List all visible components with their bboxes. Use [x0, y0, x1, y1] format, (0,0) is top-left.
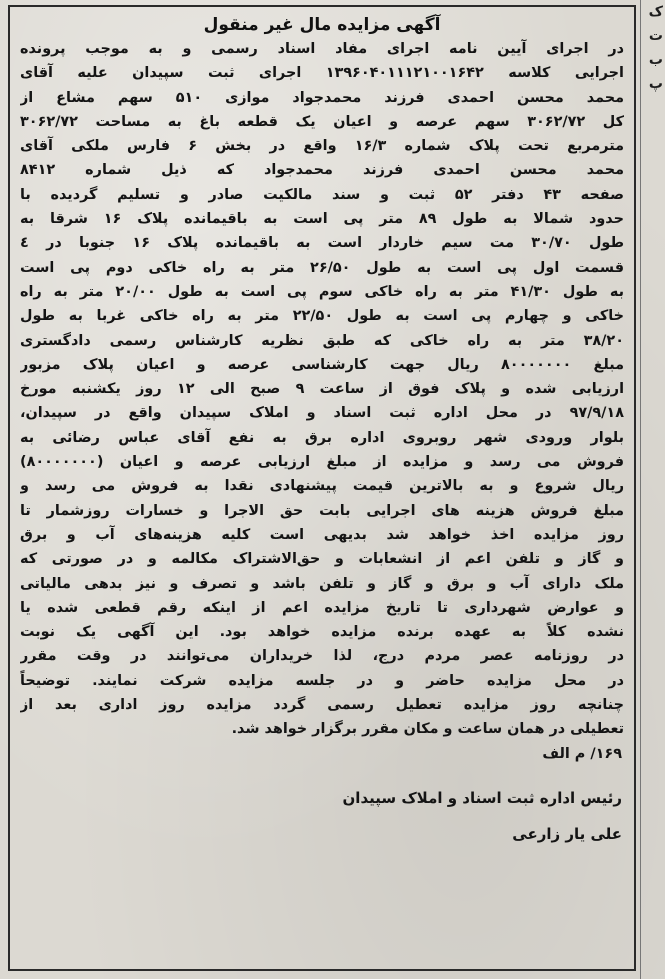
signatory-name: علی یار زارعی: [512, 824, 622, 843]
side-strip-char: پ: [648, 76, 663, 92]
notice-text-line: مبلغ ۸۰۰۰۰۰۰۰ ریال جهت کارشناسی عرصه و اعیان پلاک مزبور: [20, 356, 624, 373]
notice-text-line: قسمت اول پی است به طول ۲۶/۵۰ متر به راه خاکی دوم پی است: [20, 259, 624, 276]
notice-text-line: در محل مزایده حاضر و در جلسه مزایده شرکت نمایند. توضیحاً: [20, 672, 624, 689]
notice-text-line: ملک دارای آب و برق و گاز و تلفن باشد و تصرف و نیز بدهی مالیاتی: [20, 575, 624, 592]
notice-text-line: صفحه ۴۳ دفتر ۵۲ ثبت و سند مالکیت صادر و تسلیم گردیده با: [20, 186, 624, 203]
auction-notice-box: [8, 5, 636, 971]
notice-text-line: ارزیابی شده و پلاک فوق از ساعت ۹ صبح الی ۱۲ روز یکشنبه مورخ: [20, 381, 624, 398]
signatory-office: رئیس اداره ثبت اسناد و املاک سپیدان: [342, 788, 622, 807]
notice-body: [10, 37, 634, 742]
notice-text-line: تعطیلی در همان ساعت و مکان مقرر برگزار خواهد شد.: [231, 721, 624, 738]
notice-text-line: فروش می رسد و مزایده از مبلغ ارزیابی عرصه و اعیان (۸۰۰۰۰۰۰۰): [20, 454, 624, 471]
side-strip-char: ب: [648, 52, 663, 68]
notice-text-line: نشده کلاً به عهده برنده مزایده خواهد بود. این آگهی یک نوبت: [20, 624, 624, 641]
side-strip-char: ت: [648, 28, 663, 44]
notice-text-line: و عوارض شهرداری تا تاریخ مزایده اعم از اینکه رقم قطعی شده یا: [20, 599, 624, 616]
notice-text-line: مترمربع تحت پلاک شماره ۱۶/۳ واقع در بخش ۶ فارس ملکی آقای: [20, 138, 624, 155]
notice-text-line: و گاز و تلفن اعم از انشعابات و حق‌الاشتراک مکالمه و در صورتی که: [20, 551, 624, 568]
notice-text-line: کل ۳۰۶۲/۷۲ سهم عرصه و اعیان یک قطعه باغ به مساحت ۳۰۶۲/۷۲: [20, 113, 624, 130]
notice-text-line: طول ۳۰/۷۰ مت سیم خاردار است به باقیمانده پلاک ۱۶ جنوبا در ٤: [20, 235, 624, 252]
signature-block: [10, 780, 634, 852]
notice-text-line: ریال شروع و به بالاترین قیمت پیشنهادی نقدا به فروش می رسد و: [20, 478, 624, 495]
notice-title: آگهی مزایده مال غیر منقول: [203, 15, 441, 35]
notice-text-line: محمد محسن احمدی فرزند محمدجواد که ذیل شماره ۸۴۱۲: [20, 162, 624, 179]
side-strip-char: ک: [648, 4, 663, 20]
notice-text-line: اجرایی کلاسه ۱۳۹۶۰۴۰۱۱۱۲۱۰۰۱۶۴۲ اجرای ثبت سپیدان علیه آقای: [20, 65, 624, 82]
notice-text-line: روز مزایده اخذ خواهد شد بدیهی است کلیه هزینه‌های آب و برق: [20, 526, 624, 543]
notice-text-line: حدود شمالا به طول ۸۹ متر پی است به باقیمانده پلاک ۱۶ شرقا به: [20, 211, 624, 228]
notice-text-line: در اجرای آیین نامه اجرای مفاد اسناد رسمی و به موجب پرونده: [20, 41, 624, 57]
notice-text-line: در روزنامه عصر مردم درج، لذا خریداران می‌توانند در وقت مقرر: [20, 648, 624, 665]
notice-reference-number: ۱۶۹/ م الف: [542, 745, 622, 762]
notice-text-line: محمد محسن احمدی فرزند محمدجواد موازی ۵۱۰ سهم مشاع از: [20, 89, 624, 106]
notice-text-line: مبلغ فروش هزینه های اجرایی بابت حق الاجرا و خسارات روزشمار تا: [20, 502, 624, 519]
notice-text-line: خاکی و چهارم پی است به طول ۲۲/۵۰ متر به راه خاکی غربا به طول: [20, 308, 624, 325]
notice-text-line: ۳۸/۲۰ متر به راه خاکی که طبق نظریه کارشناس رسمی دادگستری: [20, 332, 624, 349]
notice-text-line: بلوار ورودی شهر روبروی اداره برق به نفع آقای عباس رضائی به: [20, 429, 624, 446]
notice-text-line: چنانچه روز مزایده تعطیل رسمی گردد مزایده روز اداری بعد از: [20, 697, 624, 714]
notice-text-line: به طول ۴۱/۳۰ متر به راه خاکی سوم پی است به طول ۲۰/۰۰ متر به راه: [20, 283, 624, 300]
notice-text-line: ۹۷/۹/۱۸ در محل اداره ثبت اسناد و املاک سپیدان واقع در سپیدان،: [20, 405, 624, 422]
adjacent-column-fragment: [640, 0, 665, 979]
